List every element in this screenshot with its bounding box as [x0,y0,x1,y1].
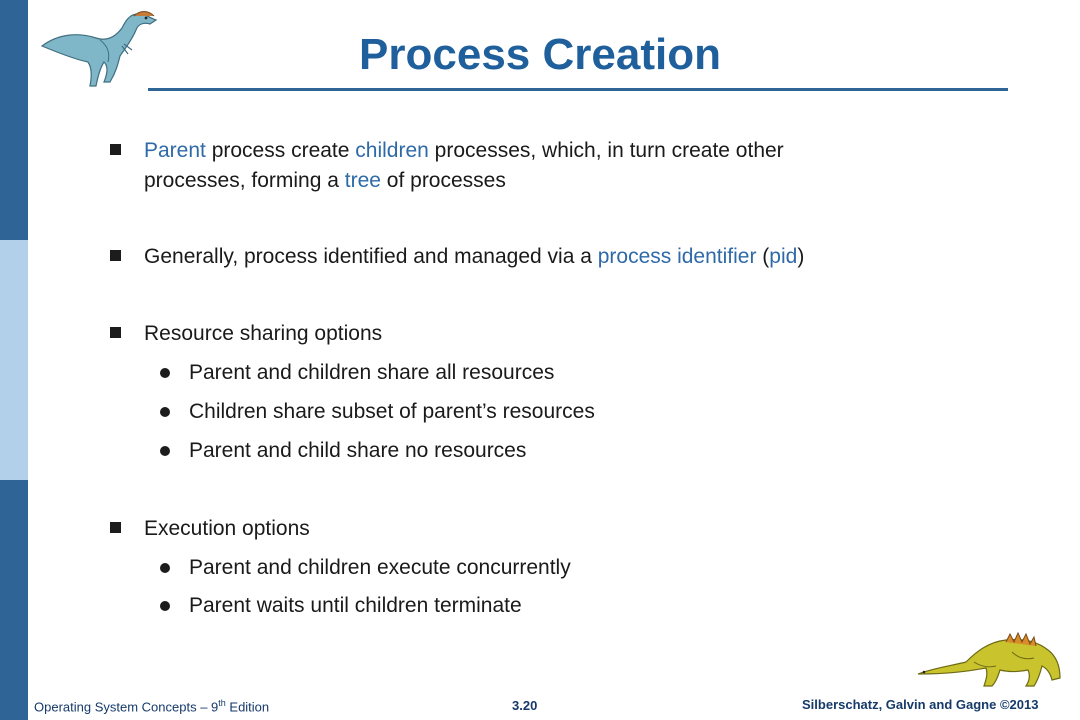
sub-bullet-3-1 [160,358,960,390]
sub-bullet-4-2 [160,591,960,623]
square-bullet-icon [110,250,121,261]
bullet-2-text [144,242,804,272]
sub-bullet-text: Parent and child share no resources [189,439,527,462]
round-bullet-icon [160,601,170,611]
round-bullet-icon [160,407,170,417]
slide-number: 3.20 [512,698,538,713]
sub-bullet-3-2 [160,397,960,429]
footer-book-title [34,698,269,714]
left-band-middle [0,240,28,480]
sub-bullet-text: Parent and children share all resources [189,361,555,384]
footer-text: Edition [225,699,270,715]
term-parent: Parent [144,139,206,162]
term-children: children [355,139,429,162]
bullet-4-text: Execution options [144,517,310,540]
sub-bullet-text: Children share subset of parent’s resources [189,400,595,423]
text-run: ) [797,245,805,268]
left-band-bottom [0,480,28,720]
sub-bullet-text: Parent and children execute concurrently [189,556,571,579]
bullet-2 [110,242,1010,274]
sub-bullet-3-3 [160,436,960,468]
slide-title: Process Creation [359,30,721,79]
text-run: of processes [380,169,506,192]
footer-text: Operating System Concepts – 9 [34,699,219,715]
text-run: process create [205,139,356,162]
text-run: ( [756,245,770,268]
bullet-1 [110,136,1010,200]
title-underline [148,88,1008,91]
bullet-1-line-2 [144,166,506,196]
text-run: processes, forming a [144,169,345,192]
bullet-4 [110,514,1010,546]
term-tree: tree [344,169,381,192]
square-bullet-icon [110,327,121,338]
bullet-1-line-1 [144,136,784,166]
text-run: Generally, process identified and managed via a [144,245,598,268]
bullet-3-text: Resource sharing options [144,322,383,345]
footer-authors: Silberschatz, Galvin and Gagne ©2013 [802,697,1039,712]
round-bullet-icon [160,368,170,378]
footer-superscript: th [218,698,226,708]
square-bullet-icon [110,522,121,533]
sub-bullet-text: Parent waits until children terminate [189,594,522,617]
term-process-identifier: process identifier [597,245,757,268]
sub-bullet-4-1 [160,553,960,585]
dinosaur-icon [914,628,1066,690]
bullet-3 [110,319,1010,351]
text-run: processes, which, in turn create other [428,139,784,162]
square-bullet-icon [110,144,121,155]
term-pid: pid [769,245,798,268]
round-bullet-icon [160,563,170,573]
round-bullet-icon [160,446,170,456]
